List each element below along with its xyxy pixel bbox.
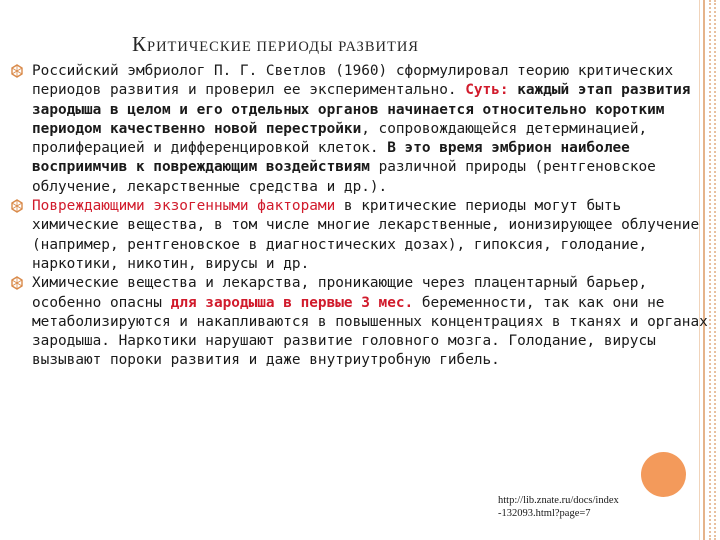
bullet3-red-text: для зародыша в первые 3 мес. — [170, 294, 414, 311]
list-item — [10, 62, 716, 197]
bullet2-red-text: Повреждающими экзогенными факторами — [32, 198, 336, 215]
bullet1-essence-label: Суть: — [465, 82, 509, 99]
decorative-circle — [641, 452, 686, 497]
bullet-icon — [10, 276, 24, 290]
source-link-line2: -132093.html?page=7 — [498, 508, 591, 519]
bullet1-text-e: различной природы (рентгеновское облучение, лекарственные средства и др.). — [32, 159, 656, 195]
source-link[interactable] — [498, 494, 698, 520]
title-rest: РИТИЧЕСКИЕ ПЕРИОДЫ РАЗВИТИЯ — [147, 39, 419, 55]
bullet1-text-d: В это время эмбрион наиболее восприимчив к повреждающим воздействиям — [32, 140, 630, 176]
list-item — [10, 274, 716, 370]
list-item — [10, 197, 716, 274]
source-link-line1: http://lib.znate.ru/docs/index — [498, 495, 619, 506]
bullet1-text-b: каждый этап развития зародыша в целом и его отдельных органов начинается относительно коротким периодом качественно новой перестройки — [32, 82, 691, 137]
bullet-list — [10, 62, 716, 371]
bullet1-text-c: , сопровождающейся детерминацией, пролиферацией и дифференцировкой клеток. — [32, 120, 648, 157]
title-first-letter: К — [132, 32, 148, 56]
bullet1-text-a: Российский эмбриолог П. Г. Светлов (1960) сформулировал теорию критических периодов развития и проверил ее экспериментально. — [32, 63, 674, 99]
slide-title — [132, 32, 419, 57]
bullet3-text-b: беременности, так как они не метаболизируются и накапливаются в повышенных концентрациях в тканях и органах зародыша. Наркотики нарушают развитие головного мозга. Голодание, вирусы вызывают пороки развития и даже внутриутробную гибель. — [32, 294, 708, 369]
bullet2-text: в критические периоды могут быть химические вещества, в том числе многие лекарственные, ионизирующее облучение (например, рентгеновское в диагностических дозах), гипоксия, голодание, наркотики, никотин, вирусы и др. — [32, 198, 700, 272]
bullet-icon — [10, 199, 24, 213]
bullet-icon — [10, 64, 24, 78]
bullet3-text-a: Химические вещества и лекарства, проникающие через плацентарный барьер, особенно опасны — [32, 275, 648, 311]
